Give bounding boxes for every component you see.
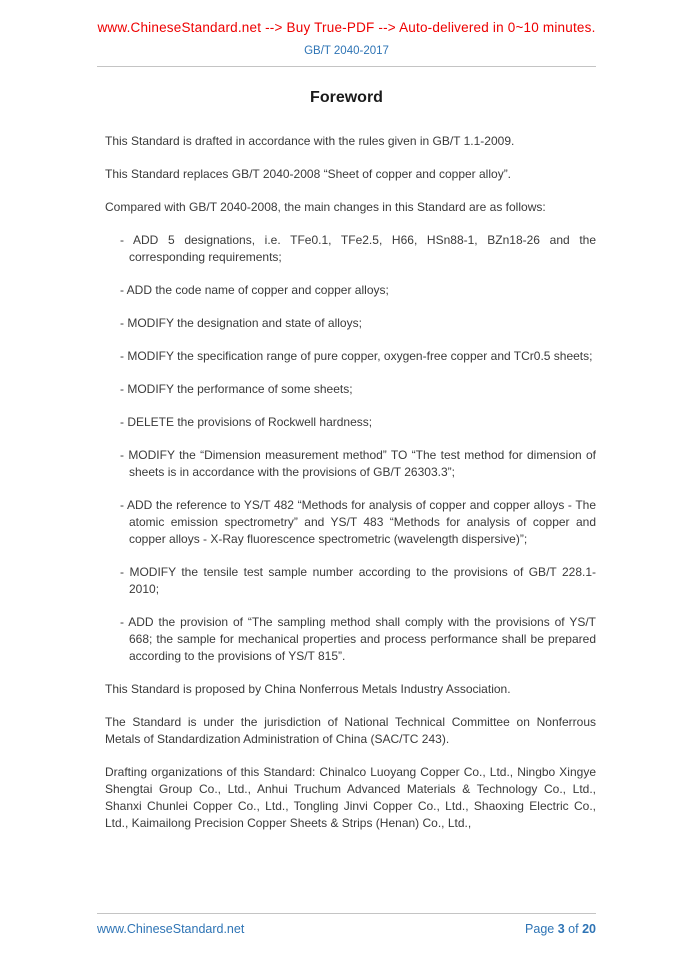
change-item: - ADD the code name of copper and copper alloys; (120, 283, 389, 297)
paragraph-drafting-orgs: Drafting organizations of this Standard: Chinalco Luoyang Copper Co., Ltd., Ningbo Xingye Shengtai Group Co., Ltd., Anhui Truchum Advanced Materials & Technology Co., Ltd., Shanxi Chunlei Copper Co., Ltd., Tongling Jinvi Copper Co., Ltd., Shaoxing Electric Co., Ltd., Kaimailong Precision Copper Sheets & Strips (Henan) Co., Ltd., (105, 765, 596, 830)
of-word: of (568, 922, 579, 936)
changes-list (120, 232, 596, 665)
doc-number: GB/T 2040-2017 (304, 45, 389, 57)
page-total: 20 (582, 922, 596, 936)
footer-link[interactable]: www.ChineseStandard.net (97, 922, 245, 936)
paragraph-drafted: This Standard is drafted in accordance with the rules given in GB/T 1.1-2009. (105, 134, 515, 148)
header-banner-link[interactable]: www.ChineseStandard.net --> Buy True-PDF --> Auto-delivered in 0~10 minutes. (97, 20, 596, 35)
paragraph-replaces: This Standard replaces GB/T 2040-2008 “Sheet of copper and copper alloy”. (105, 167, 512, 181)
change-item: - MODIFY the performance of some sheets; (120, 382, 353, 396)
page-indicator (525, 922, 596, 936)
change-item: - MODIFY the tensile test sample number according to the provisions of GB/T 228.1-2010; (120, 565, 596, 596)
paragraph-proposed: This Standard is proposed by China Nonferrous Metals Industry Association. (105, 682, 511, 696)
page-footer (97, 913, 596, 936)
footer-divider (97, 913, 596, 914)
change-item: - MODIFY the designation and state of alloys; (120, 316, 362, 330)
page-title: Foreword (310, 89, 383, 106)
paragraph-compared: Compared with GB/T 2040-2008, the main changes in this Standard are as follows: (105, 200, 546, 214)
change-item: - ADD 5 designations, i.e. TFe0.1, TFe2.5, H66, HSn88-1, BZn18-26 and the corresponding requirements; (120, 233, 596, 264)
page-word: Page (525, 922, 555, 936)
change-item: - MODIFY the specification range of pure copper, oxygen-free copper and TCr0.5 sheets; (120, 349, 593, 363)
page-current: 3 (557, 922, 565, 936)
document-body (105, 133, 596, 832)
change-item: - ADD the reference to YS/T 482 “Methods for analysis of copper and copper alloys - The atomic emission spectrometry” and YS/T 483 “Methods for analysis of copper and copper alloys - X-Ray fluorescence spectrometric (wavelength dispersive)”; (120, 498, 596, 546)
change-item: - ADD the provision of “The sampling method shall comply with the provisions of YS/T 668; the sample for mechanical properties and process performance shall be prepared according to the provisions of YS/T 815”. (120, 615, 596, 663)
paragraph-jurisdiction: The Standard is under the jurisdiction of National Technical Committee on Nonferrous Metals of Standardization Administration of China (SAC/TC 243). (105, 715, 596, 746)
change-item: - MODIFY the “Dimension measurement method” TO “The test method for dimension of sheets is in accordance with the provisions of GB/T 26303.3”; (120, 448, 596, 479)
header-divider (97, 66, 596, 67)
change-item: - DELETE the provisions of Rockwell hardness; (120, 415, 373, 429)
